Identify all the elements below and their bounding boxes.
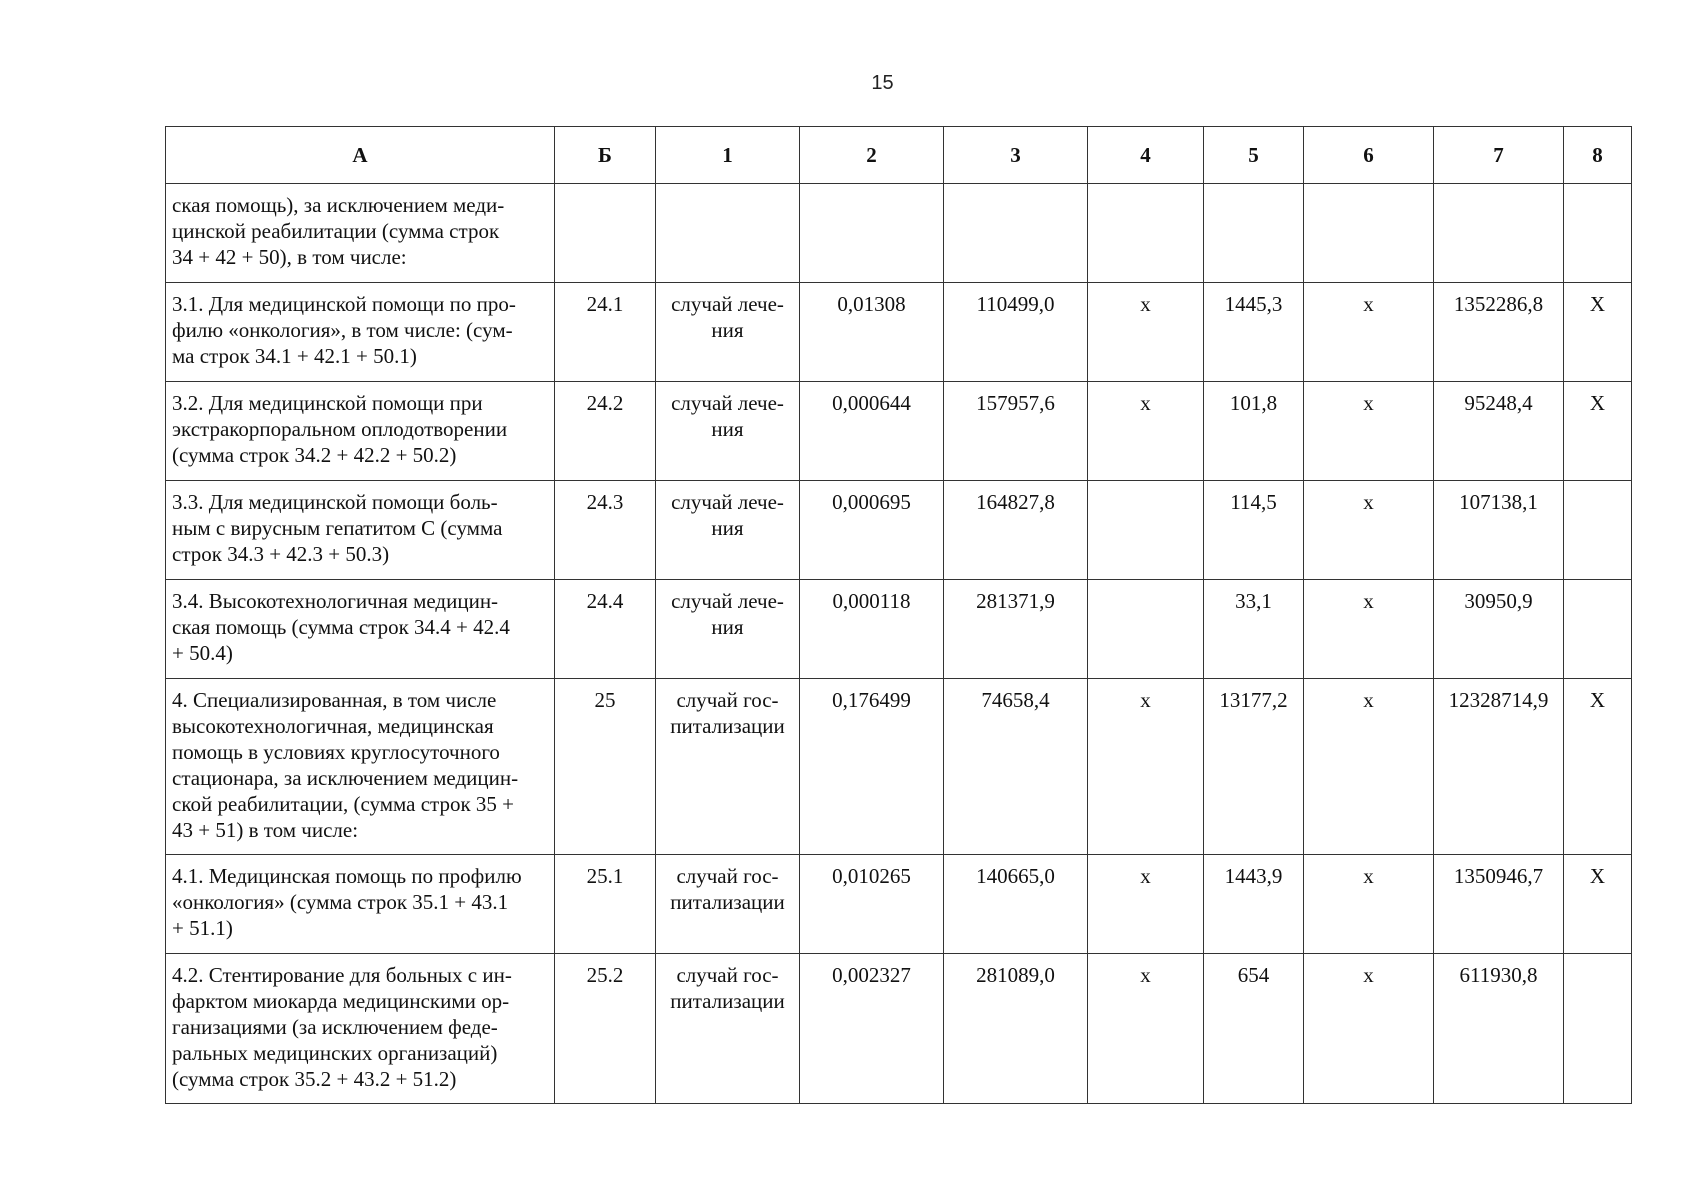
table-row	[166, 679, 1632, 855]
col2-cell: 0,176499	[800, 679, 944, 855]
name-cell: ская помощь), за исключением меди- цинской реабилитации (сумма строк 34 + 42 + 50), в том числе:	[166, 184, 555, 283]
unit-cell: случай лече- ния	[656, 580, 800, 679]
code-cell: 24.1	[555, 283, 656, 382]
col4-cell: х	[1088, 382, 1204, 481]
col7-cell: 1352286,8	[1434, 283, 1564, 382]
col5-cell: 1445,3	[1204, 283, 1304, 382]
code-cell: 25.2	[555, 954, 656, 1104]
code-cell: 24.4	[555, 580, 656, 679]
col8-cell	[1564, 481, 1632, 580]
col2-cell: 0,01308	[800, 283, 944, 382]
table-row	[166, 283, 1632, 382]
col5-cell: 101,8	[1204, 382, 1304, 481]
col3-cell: 74658,4	[944, 679, 1088, 855]
col7-cell: 95248,4	[1434, 382, 1564, 481]
col2-cell: 0,002327	[800, 954, 944, 1104]
col4-cell: х	[1088, 855, 1204, 954]
col3-cell: 281371,9	[944, 580, 1088, 679]
table-row	[166, 580, 1632, 679]
col8-cell: Х	[1564, 679, 1632, 855]
column-header-4: 4	[1088, 127, 1204, 184]
name-cell: 4. Специализированная, в том числе высокотехнологичная, медицинская помощь в условиях круглосуточного стационара, за исключением медицин- ской реабилитации, (сумма строк 35 + 43 + 51) в том числе:	[166, 679, 555, 855]
column-header-3: 3	[944, 127, 1088, 184]
col3-cell: 110499,0	[944, 283, 1088, 382]
column-header-b: Б	[555, 127, 656, 184]
col5-cell: 1443,9	[1204, 855, 1304, 954]
col8-cell	[1564, 184, 1632, 283]
col5-cell: 114,5	[1204, 481, 1304, 580]
col3-cell: 281089,0	[944, 954, 1088, 1104]
col5-cell: 654	[1204, 954, 1304, 1104]
col5-cell	[1204, 184, 1304, 283]
column-header-7: 7	[1434, 127, 1564, 184]
col6-cell: х	[1304, 580, 1434, 679]
column-header-5: 5	[1204, 127, 1304, 184]
col6-cell: х	[1304, 481, 1434, 580]
col8-cell	[1564, 954, 1632, 1104]
unit-cell: случай лече- ния	[656, 382, 800, 481]
col8-cell: Х	[1564, 855, 1632, 954]
table-row	[166, 382, 1632, 481]
column-header-a: А	[166, 127, 555, 184]
col6-cell: х	[1304, 855, 1434, 954]
col5-cell: 13177,2	[1204, 679, 1304, 855]
name-cell: 4.2. Стентирование для больных с ин- фарктом миокарда медицинскими ор- ганизациями (за исключением феде- ральных медицинских организаций) (сумма строк 35.2 + 43.2 + 51.2)	[166, 954, 555, 1104]
col7-cell: 611930,8	[1434, 954, 1564, 1104]
name-cell: 3.2. Для медицинской помощи при экстракорпоральном оплодотворении (сумма строк 34.2 + 42.2 + 50.2)	[166, 382, 555, 481]
col2-cell: 0,010265	[800, 855, 944, 954]
unit-cell: случай гос- питализации	[656, 679, 800, 855]
unit-cell: случай гос- питализации	[656, 954, 800, 1104]
column-header-8: 8	[1564, 127, 1632, 184]
col4-cell	[1088, 184, 1204, 283]
col3-cell: 140665,0	[944, 855, 1088, 954]
table-row	[166, 855, 1632, 954]
page-number: 15	[871, 72, 894, 94]
col2-cell: 0,000118	[800, 580, 944, 679]
col4-cell: х	[1088, 679, 1204, 855]
table-body	[166, 184, 1632, 1104]
col2-cell: 0,000695	[800, 481, 944, 580]
column-header-6: 6	[1304, 127, 1434, 184]
name-cell: 4.1. Медицинская помощь по профилю «онкология» (сумма строк 35.1 + 43.1 + 51.1)	[166, 855, 555, 954]
col3-cell: 157957,6	[944, 382, 1088, 481]
unit-cell	[656, 184, 800, 283]
col6-cell: х	[1304, 954, 1434, 1104]
col6-cell	[1304, 184, 1434, 283]
col4-cell	[1088, 580, 1204, 679]
col4-cell: х	[1088, 283, 1204, 382]
table-row	[166, 954, 1632, 1104]
unit-cell: случай гос- питализации	[656, 855, 800, 954]
unit-cell: случай лече- ния	[656, 283, 800, 382]
col8-cell	[1564, 580, 1632, 679]
col7-cell: 30950,9	[1434, 580, 1564, 679]
col3-cell	[944, 184, 1088, 283]
col5-cell: 33,1	[1204, 580, 1304, 679]
col7-cell: 107138,1	[1434, 481, 1564, 580]
data-table	[165, 126, 1632, 1104]
code-cell: 25	[555, 679, 656, 855]
col6-cell: х	[1304, 679, 1434, 855]
col8-cell: Х	[1564, 382, 1632, 481]
col2-cell: 0,000644	[800, 382, 944, 481]
name-cell: 3.3. Для медицинской помощи боль- ным с вирусным гепатитом С (сумма строк 34.3 + 42.3 + 50.3)	[166, 481, 555, 580]
column-header-2: 2	[800, 127, 944, 184]
col7-cell: 12328714,9	[1434, 679, 1564, 855]
col8-cell: Х	[1564, 283, 1632, 382]
col6-cell: х	[1304, 382, 1434, 481]
name-cell: 3.4. Высокотехнологичная медицин- ская помощь (сумма строк 34.4 + 42.4 + 50.4)	[166, 580, 555, 679]
table-row	[166, 481, 1632, 580]
table-header-row	[166, 127, 1632, 184]
col2-cell	[800, 184, 944, 283]
col3-cell: 164827,8	[944, 481, 1088, 580]
col7-cell: 1350946,7	[1434, 855, 1564, 954]
col6-cell: х	[1304, 283, 1434, 382]
code-cell: 25.1	[555, 855, 656, 954]
col4-cell	[1088, 481, 1204, 580]
column-header-1: 1	[656, 127, 800, 184]
table-row	[166, 184, 1632, 283]
col4-cell: х	[1088, 954, 1204, 1104]
code-cell: 24.3	[555, 481, 656, 580]
code-cell: 24.2	[555, 382, 656, 481]
name-cell: 3.1. Для медицинской помощи по про- филю «онкология», в том числе: (сум- ма строк 34.1 + 42.1 + 50.1)	[166, 283, 555, 382]
unit-cell: случай лече- ния	[656, 481, 800, 580]
col7-cell	[1434, 184, 1564, 283]
code-cell	[555, 184, 656, 283]
